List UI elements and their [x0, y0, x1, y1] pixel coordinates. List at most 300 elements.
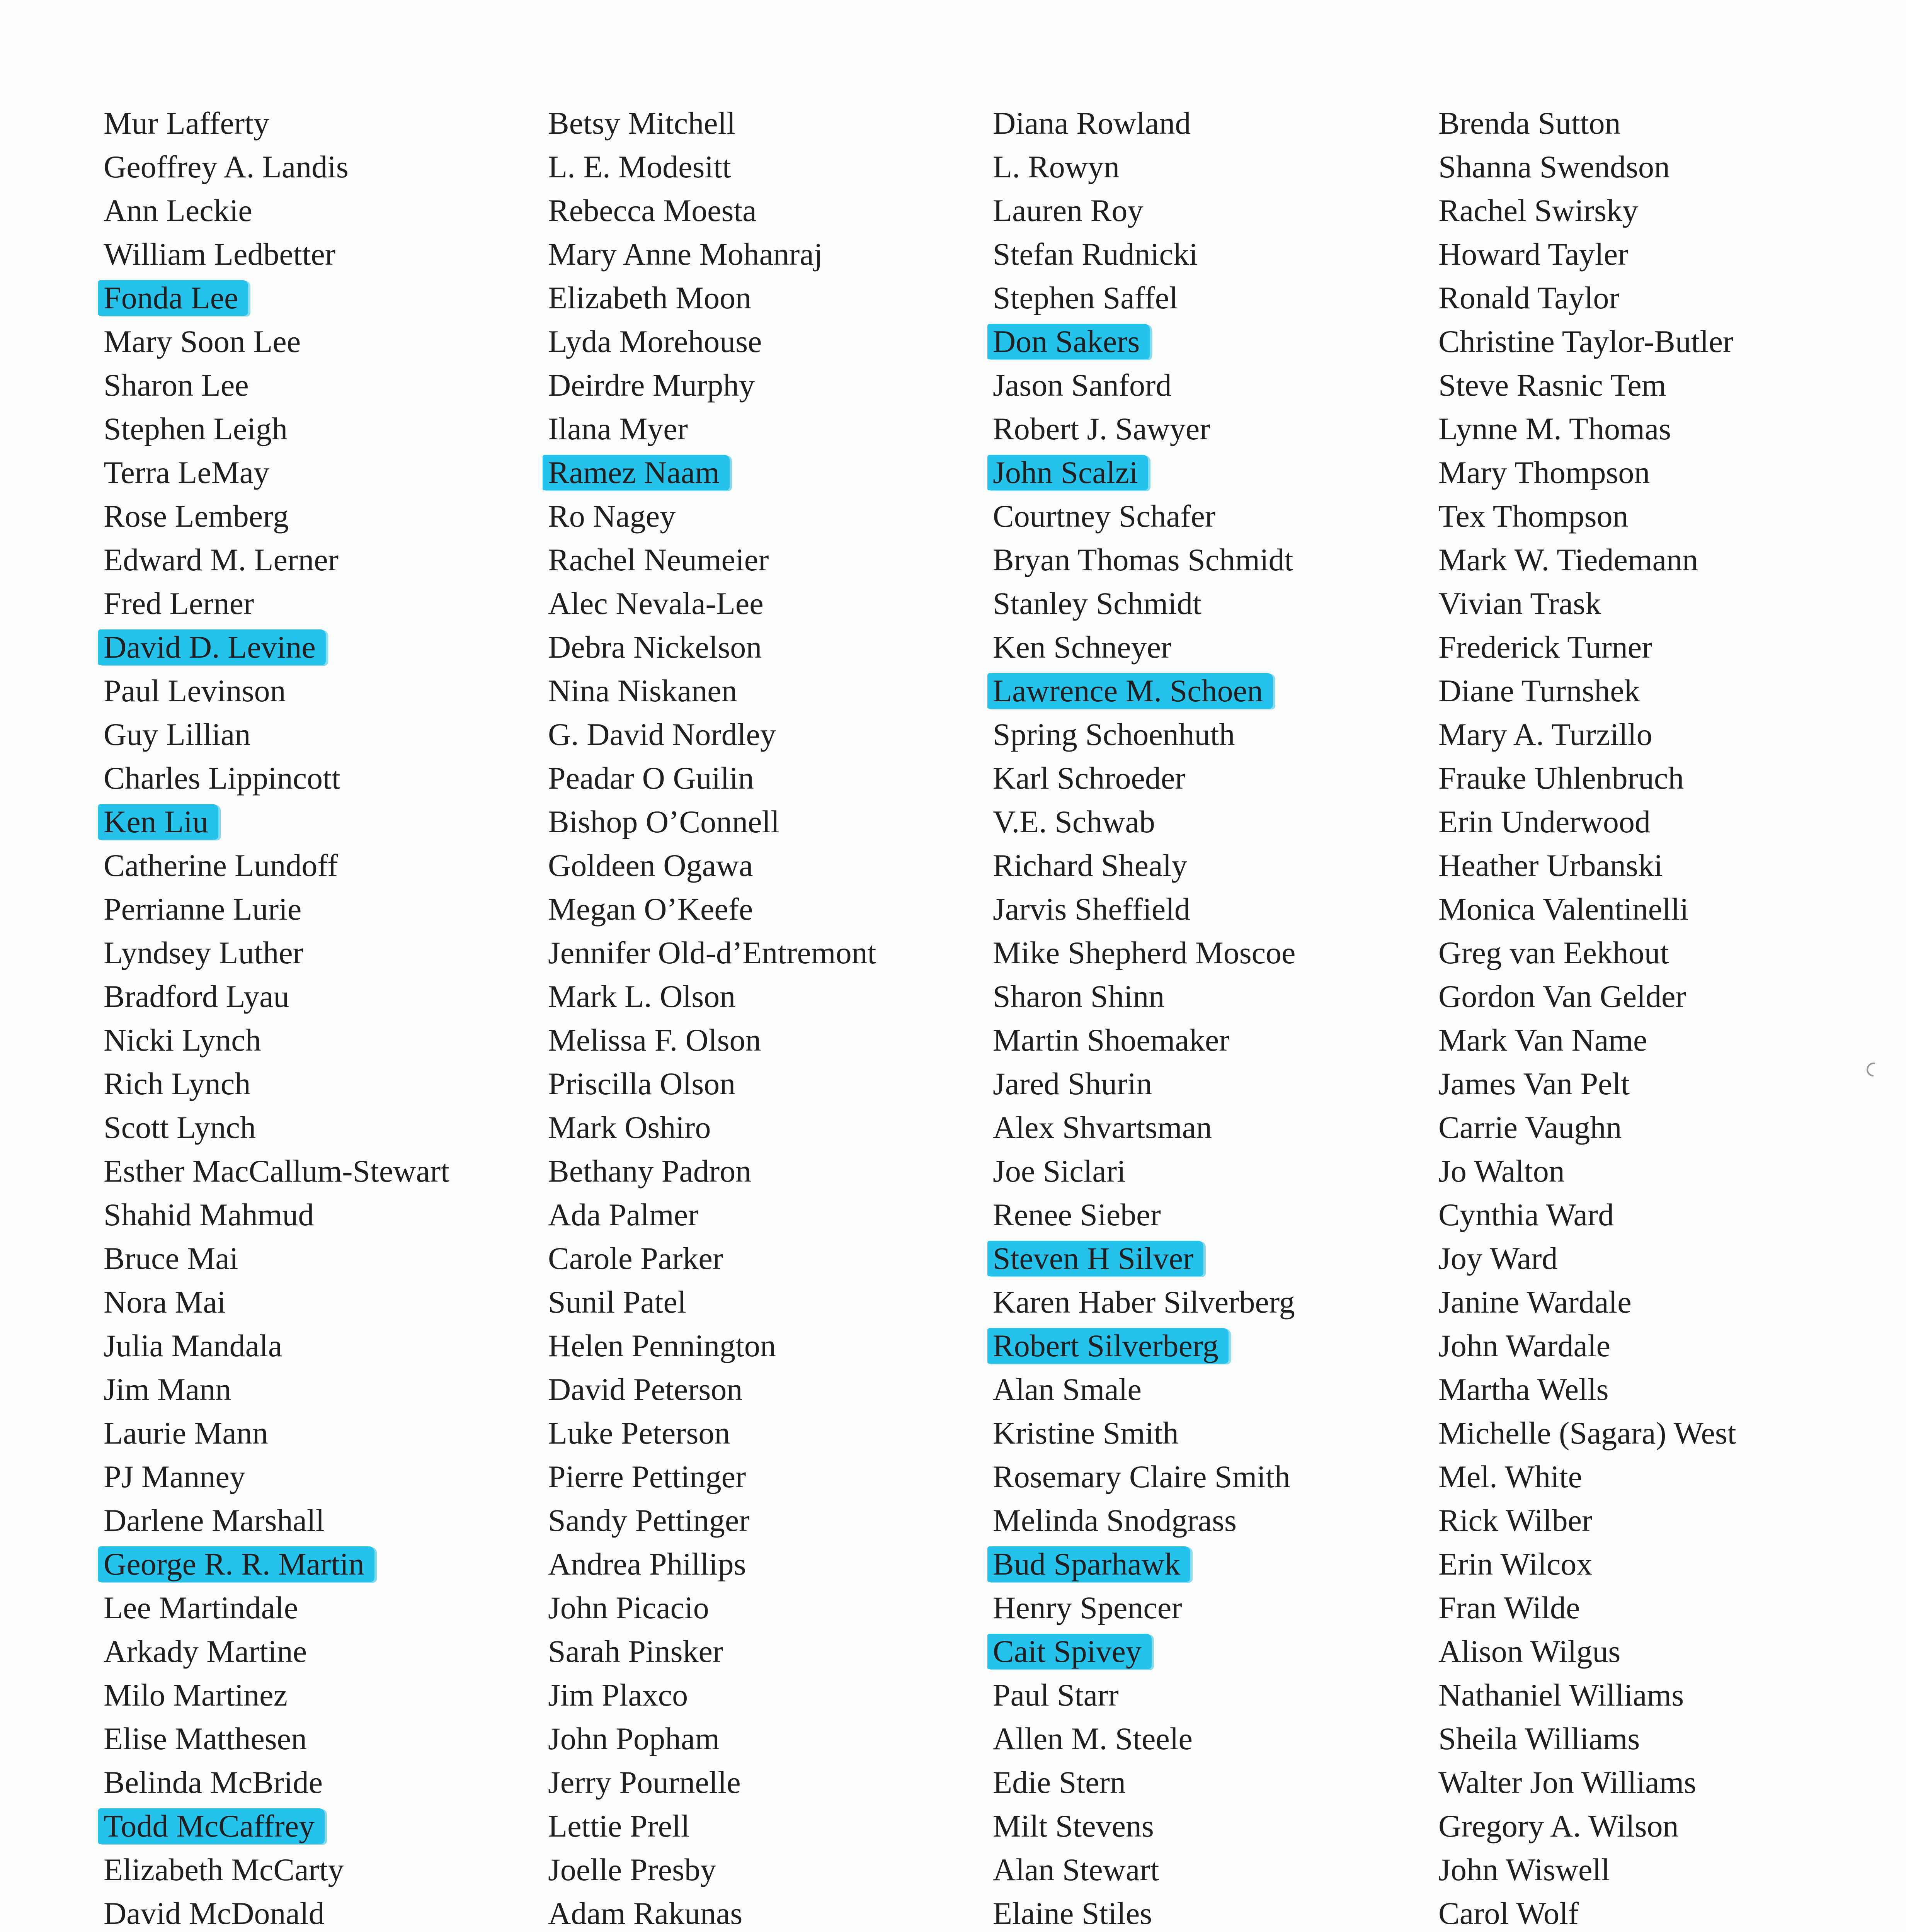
name-entry — [1438, 276, 1746, 320]
name-text: Kristine Smith — [993, 1415, 1179, 1451]
highlighted-name-entry — [993, 451, 1305, 494]
name-entry — [993, 189, 1305, 232]
name-entry — [993, 1280, 1305, 1324]
name-text: Karen Haber Silverberg — [993, 1284, 1295, 1320]
name-entry — [1438, 1891, 1746, 1932]
highlighted-name-entry — [993, 1236, 1305, 1280]
name-entry — [104, 1149, 459, 1193]
name-text: Mur Lafferty — [104, 105, 269, 141]
name-entry — [548, 625, 886, 669]
name-entry — [548, 887, 886, 931]
name-text: Jarvis Sheffield — [993, 891, 1190, 927]
name-entry — [1438, 1236, 1746, 1280]
name-text: Catherine Lundoff — [104, 848, 338, 883]
name-text: Milt Stevens — [993, 1808, 1154, 1844]
name-entry — [993, 887, 1305, 931]
name-text: Joy Ward — [1438, 1241, 1558, 1276]
name-entry — [993, 931, 1305, 975]
name-text: Debra Nickelson — [548, 629, 762, 665]
name-entry — [993, 407, 1305, 451]
name-entry — [1438, 145, 1746, 189]
name-entry — [104, 582, 459, 625]
name-text: Nathaniel Williams — [1438, 1677, 1684, 1713]
name-text: Stefan Rudnicki — [993, 236, 1198, 272]
name-text: Jason Sanford — [993, 367, 1172, 403]
name-text: Don Sakers — [987, 324, 1150, 359]
name-text: Nora Mai — [104, 1284, 226, 1320]
name-text: Deirdre Murphy — [548, 367, 755, 403]
name-entry — [548, 1629, 886, 1673]
name-text: Carole Parker — [548, 1241, 723, 1276]
name-text: Frauke Uhlenbruch — [1438, 760, 1684, 796]
name-entry — [1438, 800, 1746, 844]
name-entry — [548, 1105, 886, 1149]
name-entry — [548, 276, 886, 320]
name-text: Mel. White — [1438, 1459, 1582, 1494]
name-text: Luke Peterson — [548, 1415, 730, 1451]
highlighted-name-entry — [993, 320, 1305, 363]
highlighted-name-entry — [993, 1324, 1305, 1367]
name-text: PJ Manney — [104, 1459, 245, 1494]
name-text: Janine Wardale — [1438, 1284, 1632, 1320]
name-text: Belinda McBride — [104, 1765, 323, 1800]
name-text: Jim Plaxco — [548, 1677, 688, 1713]
name-text: Vivian Trask — [1438, 586, 1601, 621]
name-column-3 — [993, 101, 1305, 1932]
name-text: Paul Levinson — [104, 673, 286, 708]
name-text: Rachel Swirsky — [1438, 193, 1638, 228]
name-text: Andrea Phillips — [548, 1546, 746, 1582]
name-text: Mike Shepherd Moscoe — [993, 935, 1296, 970]
name-text: John Scalzi — [987, 455, 1148, 490]
name-text: Priscilla Olson — [548, 1066, 736, 1101]
name-entry — [104, 189, 459, 232]
name-text: Esther MacCallum-Stewart — [104, 1153, 449, 1189]
highlighted-name-entry — [104, 1804, 459, 1848]
highlighted-name-entry — [104, 276, 459, 320]
name-entry — [548, 756, 886, 800]
name-entry — [104, 1062, 459, 1105]
name-text: Karl Schroeder — [993, 760, 1186, 796]
name-text: Martha Wells — [1438, 1372, 1609, 1407]
name-entry — [1438, 451, 1746, 494]
name-entry — [548, 975, 886, 1018]
name-entry — [548, 494, 886, 538]
name-text: John Popham — [548, 1721, 720, 1756]
name-entry — [1438, 713, 1746, 756]
name-entry — [548, 1018, 886, 1062]
name-text: Martin Shoemaker — [993, 1022, 1230, 1058]
name-entry — [993, 1498, 1305, 1542]
name-text: Jo Walton — [1438, 1153, 1565, 1189]
name-text: Edie Stern — [993, 1765, 1126, 1800]
name-text: David D. Levine — [98, 629, 326, 665]
name-text: G. David Nordley — [548, 717, 776, 752]
name-text: Jerry Pournelle — [548, 1765, 741, 1800]
name-text: Tex Thompson — [1438, 498, 1629, 534]
name-entry — [1438, 1760, 1746, 1804]
name-entry — [1438, 363, 1746, 407]
name-text: Shahid Mahmud — [104, 1197, 314, 1232]
name-text: Ann Leckie — [104, 193, 252, 228]
name-text: Helen Pennington — [548, 1328, 776, 1363]
name-text: Perrianne Lurie — [104, 891, 302, 927]
name-entry — [104, 756, 459, 800]
name-entry — [104, 451, 459, 494]
name-text: Megan O’Keefe — [548, 891, 753, 927]
name-entry — [104, 1236, 459, 1280]
name-text: Robert Silverberg — [987, 1328, 1229, 1364]
name-text: Sharon Lee — [104, 367, 249, 403]
name-entry — [1438, 494, 1746, 538]
name-entry — [104, 931, 459, 975]
name-text: Elizabeth McCarty — [104, 1852, 344, 1887]
highlighted-name-entry — [104, 625, 459, 669]
name-entry — [1438, 1193, 1746, 1236]
name-text: Lettie Prell — [548, 1808, 690, 1844]
name-entry — [548, 800, 886, 844]
name-entry — [993, 101, 1305, 145]
name-entry — [1438, 1673, 1746, 1717]
name-text: Sharon Shinn — [993, 979, 1165, 1014]
name-text: Bruce Mai — [104, 1241, 238, 1276]
name-text: Spring Schoenhuth — [993, 717, 1235, 752]
name-entry — [548, 713, 886, 756]
name-entry — [104, 669, 459, 713]
name-text: Mary Soon Lee — [104, 324, 301, 359]
name-text: Bethany Padron — [548, 1153, 752, 1189]
name-text: Jim Mann — [104, 1372, 231, 1407]
name-text: Erin Underwood — [1438, 804, 1651, 839]
name-entry — [548, 363, 886, 407]
name-entry — [993, 1367, 1305, 1411]
name-text: Terra LeMay — [104, 455, 270, 490]
name-entry — [104, 975, 459, 1018]
name-entry — [104, 407, 459, 451]
name-text: William Ledbetter — [104, 236, 336, 272]
name-text: Alex Shvartsman — [993, 1110, 1212, 1145]
name-entry — [548, 931, 886, 975]
name-entry — [104, 844, 459, 887]
name-entry — [548, 1236, 886, 1280]
name-text: Pierre Pettinger — [548, 1459, 746, 1494]
name-entry — [993, 232, 1305, 276]
name-entry — [104, 1760, 459, 1804]
name-text: Peadar O Guilin — [548, 760, 754, 796]
name-entry — [993, 582, 1305, 625]
name-text: Allen M. Steele — [993, 1721, 1193, 1756]
name-text: John Picacio — [548, 1590, 709, 1625]
name-text: David Peterson — [548, 1372, 743, 1407]
name-text: James Van Pelt — [1438, 1066, 1630, 1101]
name-text: Ilana Myer — [548, 411, 688, 446]
name-column-4 — [1438, 101, 1746, 1932]
highlighted-name-entry — [104, 1542, 459, 1586]
name-entry — [548, 1804, 886, 1848]
name-entry — [104, 1280, 459, 1324]
name-entry — [104, 1629, 459, 1673]
name-text: Ro Nagey — [548, 498, 676, 534]
name-text: Howard Tayler — [1438, 236, 1629, 272]
name-text: Joelle Presby — [548, 1852, 716, 1887]
name-text: Mark L. Olson — [548, 979, 736, 1014]
name-entry — [1438, 1324, 1746, 1367]
name-entry — [548, 1891, 886, 1932]
name-entry — [104, 1586, 459, 1629]
name-entry — [1438, 756, 1746, 800]
name-text: Rose Lemberg — [104, 498, 289, 534]
name-text: Carrie Vaughn — [1438, 1110, 1622, 1145]
name-entry — [548, 145, 886, 189]
name-text: Laurie Mann — [104, 1415, 268, 1451]
name-text: Elizabeth Moon — [548, 280, 752, 315]
name-text: Walter Jon Williams — [1438, 1765, 1697, 1800]
name-entry — [1438, 669, 1746, 713]
name-entry — [104, 538, 459, 582]
name-text: Robert J. Sawyer — [993, 411, 1210, 446]
name-text: Jared Shurin — [993, 1066, 1152, 1101]
name-entry — [548, 1717, 886, 1760]
name-text: Mary Thompson — [1438, 455, 1650, 490]
name-text: Monica Valentinelli — [1438, 891, 1689, 927]
name-text: Jennifer Old-d’Entremont — [548, 935, 876, 970]
name-entry — [548, 1280, 886, 1324]
name-entry — [548, 1848, 886, 1891]
name-text: Elaine Stiles — [993, 1896, 1152, 1931]
name-entry — [548, 1411, 886, 1455]
name-entry — [1438, 1018, 1746, 1062]
name-text: Bishop O’Connell — [548, 804, 780, 839]
name-text: Arkady Martine — [104, 1634, 307, 1669]
name-entry — [1438, 975, 1746, 1018]
name-text: Sheila Williams — [1438, 1721, 1640, 1756]
name-text: Courtney Schafer — [993, 498, 1216, 534]
name-text: Steven H Silver — [987, 1241, 1203, 1276]
name-entry — [548, 320, 886, 363]
name-text: Paul Starr — [993, 1677, 1119, 1713]
name-text: Ken Schneyer — [993, 629, 1172, 665]
name-entry — [548, 407, 886, 451]
name-text: Gregory A. Wilson — [1438, 1808, 1679, 1844]
name-entry — [548, 1062, 886, 1105]
name-entry — [1438, 101, 1746, 145]
name-text: Fran Wilde — [1438, 1590, 1580, 1625]
stray-pen-mark — [1859, 1059, 1882, 1082]
name-entry — [104, 1411, 459, 1455]
name-text: Charles Lippincott — [104, 760, 340, 796]
name-column-2 — [548, 101, 886, 1932]
name-entry — [993, 494, 1305, 538]
name-text: Stephen Saffel — [993, 280, 1178, 315]
name-text: Carol Wolf — [1438, 1896, 1579, 1931]
name-text: Geoffrey A. Landis — [104, 149, 349, 184]
name-entry — [104, 1367, 459, 1411]
name-text: George R. R. Martin — [98, 1546, 374, 1582]
name-text: L. Rowyn — [993, 149, 1120, 184]
name-text: Sarah Pinsker — [548, 1634, 723, 1669]
name-text: Diana Rowland — [993, 105, 1191, 141]
name-entry — [1438, 1629, 1746, 1673]
name-text: Lyndsey Luther — [104, 935, 303, 970]
name-text: Mark Van Name — [1438, 1022, 1647, 1058]
name-entry — [548, 1193, 886, 1236]
name-text: Joe Siclari — [993, 1153, 1126, 1189]
name-entry — [993, 1673, 1305, 1717]
highlighted-name-entry — [993, 669, 1305, 713]
name-entry — [1438, 232, 1746, 276]
name-entry — [1438, 1586, 1746, 1629]
name-entry — [548, 1498, 886, 1542]
name-entry — [548, 101, 886, 145]
name-text: Richard Shealy — [993, 848, 1188, 883]
name-entry — [993, 1193, 1305, 1236]
name-text: Edward M. Lerner — [104, 542, 339, 577]
name-text: Lauren Roy — [993, 193, 1144, 228]
name-entry — [993, 975, 1305, 1018]
name-text: Rich Lynch — [104, 1066, 251, 1101]
name-entry — [993, 1717, 1305, 1760]
name-entry — [993, 713, 1305, 756]
name-text: Steve Rasnic Tem — [1438, 367, 1666, 403]
name-entry — [548, 669, 886, 713]
name-entry — [1438, 1717, 1746, 1760]
name-entry — [104, 1673, 459, 1717]
name-entry — [993, 276, 1305, 320]
name-entry — [1438, 931, 1746, 975]
name-text: Frederick Turner — [1438, 629, 1652, 665]
name-text: David McDonald — [104, 1896, 325, 1931]
name-entry — [1438, 1149, 1746, 1193]
name-text: Melinda Snodgrass — [993, 1503, 1237, 1538]
name-text: V.E. Schwab — [993, 804, 1155, 839]
name-text: Stanley Schmidt — [993, 586, 1201, 621]
name-entry — [993, 625, 1305, 669]
name-entry — [993, 1848, 1305, 1891]
name-text: Adam Rakunas — [548, 1896, 743, 1931]
name-entry — [104, 145, 459, 189]
name-text: Nicki Lynch — [104, 1022, 261, 1058]
name-entry — [993, 1149, 1305, 1193]
name-entry — [104, 1455, 459, 1498]
name-text: Darlene Marshall — [104, 1503, 325, 1538]
name-entry — [1438, 1105, 1746, 1149]
name-text: Greg van Eekhout — [1438, 935, 1669, 970]
name-entry — [1438, 1542, 1746, 1586]
highlighted-name-entry — [548, 451, 886, 494]
name-text: John Wardale — [1438, 1328, 1611, 1363]
name-entry — [104, 1193, 459, 1236]
name-entry — [104, 1891, 459, 1932]
name-text: Heather Urbanski — [1438, 848, 1663, 883]
name-text: Lynne M. Thomas — [1438, 411, 1671, 446]
name-text: Goldeen Ogawa — [548, 848, 753, 883]
name-text: Sandy Pettinger — [548, 1503, 750, 1538]
name-text: Bradford Lyau — [104, 979, 289, 1014]
name-text: Christine Taylor-Butler — [1438, 324, 1734, 359]
name-text: Bryan Thomas Schmidt — [993, 542, 1293, 577]
name-text: L. E. Modesitt — [548, 149, 731, 184]
name-entry — [548, 1149, 886, 1193]
name-text: Alan Smale — [993, 1372, 1142, 1407]
name-text: Rebecca Moesta — [548, 193, 757, 228]
name-entry — [993, 756, 1305, 800]
name-entry — [104, 320, 459, 363]
name-entry — [993, 145, 1305, 189]
name-text: Mark Oshiro — [548, 1110, 711, 1145]
name-text: Erin Wilcox — [1438, 1546, 1593, 1582]
name-text: Lyda Morehouse — [548, 324, 762, 359]
name-text: Mary A. Turzillo — [1438, 717, 1652, 752]
name-text: Nina Niskanen — [548, 673, 737, 708]
name-text: Rosemary Claire Smith — [993, 1459, 1290, 1494]
name-text: Lee Martindale — [104, 1590, 298, 1625]
name-text: Ronald Taylor — [1438, 280, 1620, 315]
name-text: Ken Liu — [98, 804, 218, 840]
name-entry — [993, 844, 1305, 887]
name-entry — [104, 1105, 459, 1149]
name-text: Melissa F. Olson — [548, 1022, 761, 1058]
name-entry — [548, 538, 886, 582]
name-text: Ramez Naam — [543, 455, 730, 490]
name-text: Cait Spivey — [987, 1634, 1152, 1669]
name-entry — [1438, 538, 1746, 582]
name-entry — [104, 101, 459, 145]
name-entry — [548, 1760, 886, 1804]
name-entry — [548, 189, 886, 232]
name-text: Fonda Lee — [98, 280, 248, 316]
name-entry — [1438, 625, 1746, 669]
name-entry — [1438, 844, 1746, 887]
name-text: Betsy Mitchell — [548, 105, 736, 141]
name-entry — [548, 1586, 886, 1629]
name-entry — [1438, 1411, 1746, 1455]
name-text: Alan Stewart — [993, 1852, 1159, 1887]
name-text: Shanna Swendson — [1438, 149, 1670, 184]
name-text: Cynthia Ward — [1438, 1197, 1614, 1232]
name-entry — [1438, 582, 1746, 625]
name-text: Alec Nevala-Lee — [548, 586, 764, 621]
name-text: Bud Sparhawk — [987, 1546, 1190, 1582]
name-entry — [1438, 1848, 1746, 1891]
name-entry — [548, 844, 886, 887]
name-entry — [993, 1411, 1305, 1455]
name-text: Brenda Sutton — [1438, 105, 1621, 141]
name-entry — [1438, 887, 1746, 931]
name-entry — [993, 800, 1305, 844]
name-entry — [1438, 1455, 1746, 1498]
name-text: Fred Lerner — [104, 586, 254, 621]
highlighted-name-entry — [993, 1542, 1305, 1586]
name-entry — [548, 1324, 886, 1367]
name-text: Gordon Van Gelder — [1438, 979, 1686, 1014]
name-entry — [104, 1324, 459, 1367]
highlighted-name-entry — [104, 800, 459, 844]
name-column-1 — [104, 101, 459, 1932]
highlighted-name-entry — [993, 1629, 1305, 1673]
name-text: Scott Lynch — [104, 1110, 256, 1145]
name-entry — [548, 232, 886, 276]
name-entry — [993, 538, 1305, 582]
name-text: Alison Wilgus — [1438, 1634, 1621, 1669]
name-text: Michelle (Sagara) West — [1438, 1415, 1736, 1451]
name-entry — [104, 232, 459, 276]
name-entry — [104, 1498, 459, 1542]
name-entry — [993, 1586, 1305, 1629]
name-entry — [104, 363, 459, 407]
name-entry — [1438, 1280, 1746, 1324]
name-entry — [548, 582, 886, 625]
name-text: Todd McCaffrey — [98, 1808, 325, 1844]
